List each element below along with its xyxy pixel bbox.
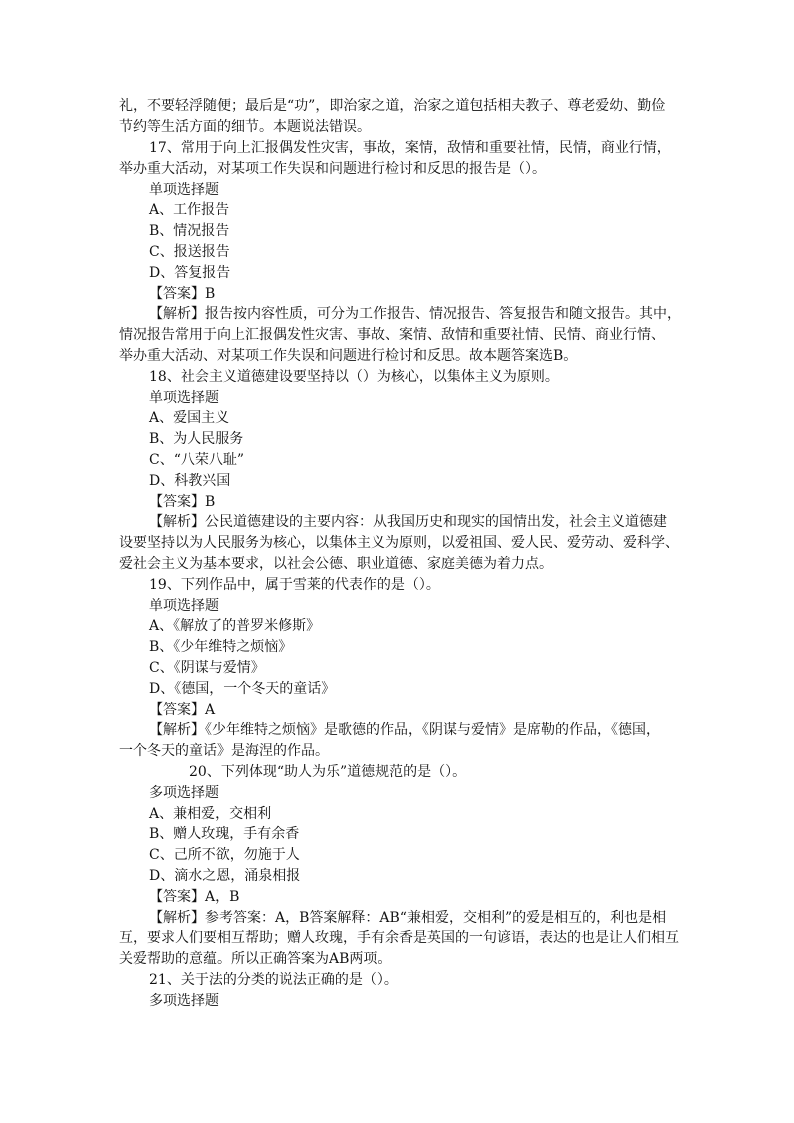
answer-line: 【答案】B	[149, 494, 216, 510]
option-d: D、科教兴国	[149, 473, 231, 489]
text-line: 一个冬天的童话》是海涅的作品。	[119, 743, 329, 759]
question-18-stem: 18、社会主义道德建设要坚持以（）为核心，以集体主义为原则。	[149, 369, 559, 385]
option-c: C、《阴谋与爱情》	[149, 660, 265, 676]
analysis-line: 【解析】参考答案：A，B答案解释：AB“兼相爱，交相利”的爱是相互的，利也是相	[149, 910, 667, 926]
question-type: 多项选择题	[149, 785, 219, 801]
analysis-line: 【解析】报告按内容性质，可分为工作报告、情况报告、答复报告和随文报告。其中，	[149, 306, 681, 322]
option-b: B、为人民服务	[149, 431, 244, 447]
option-a: A、爱国主义	[149, 410, 230, 426]
question-type: 单项选择题	[149, 390, 219, 406]
text-line: 礼，不要轻浮随便；最后是“功”，即治家之道，治家之道包括相夫教子、尊老爱幼、勤俭	[119, 98, 666, 114]
analysis-line: 【解析】公民道德建设的主要内容：从我国历史和现实的国情出发，社会主义道德建	[149, 514, 667, 530]
option-a: A、工作报告	[149, 202, 230, 218]
analysis-line: 【解析】《少年维特之烦恼》是歌德的作品，《阴谋与爱情》是席勒的作品，《德国，	[149, 722, 660, 738]
option-b: B、情况报告	[149, 223, 230, 239]
question-21-stem: 21、关于法的分类的说法正确的是（）。	[149, 972, 398, 988]
question-type: 多项选择题	[149, 993, 219, 1009]
text-line: 关爱帮助的意蕴。所以正确答案为AB两项。	[119, 951, 392, 967]
option-c: C、己所不欲，勿施于人	[149, 847, 300, 863]
text-line: 举办重大活动，对某项工作失误和问题进行检讨和反思的报告是（）。	[119, 161, 546, 177]
question-20-stem: 20、下列体现“助人为乐”道德规范的是（）。	[189, 764, 467, 780]
option-c: C、“八荣八耻”	[149, 452, 245, 468]
question-type: 单项选择题	[149, 598, 219, 614]
text-line: 举办重大活动、对某项工作失误和问题进行检讨和反思。故本题答案选B。	[119, 348, 578, 364]
option-a: A、《解放了的普罗米修斯》	[149, 618, 321, 634]
option-b: B、赠人玫瑰，手有余香	[149, 826, 300, 842]
option-d: D、《德国，一个冬天的童话》	[149, 681, 336, 697]
option-a: A、兼相爱，交相利	[149, 806, 272, 822]
option-d: D、答复报告	[149, 265, 231, 281]
text-line: 爱社会主义为基本要求，以社会公德、职业道德、家庭美德为着力点。	[119, 556, 553, 572]
answer-line: 【答案】A，B	[149, 889, 240, 905]
answer-line: 【答案】B	[149, 286, 216, 302]
option-d: D、滴水之恩，涌泉相报	[149, 868, 301, 884]
text-line: 节约等生活方面的细节。本题说法错误。	[119, 119, 371, 135]
question-type: 单项选择题	[149, 182, 219, 198]
text-line: 情况报告常用于向上汇报偶发性灾害、事故、案情、敌情和重要社情、民情、商业行情、	[119, 327, 665, 343]
question-19-stem: 19、下列作品中，属于雪莱的代表作的是（）。	[149, 577, 440, 593]
question-17-stem: 17、常用于向上汇报偶发性灾害，事故，案情，敌情和重要社情，民情，商业行情，	[149, 140, 671, 156]
option-b: B、《少年维特之烦恼》	[149, 639, 293, 655]
text-line: 互，要求人们要相互帮助；赠人玫瑰，手有余香是英国的一句谚语，表达的也是让人们相互	[119, 930, 679, 946]
text-line: 设要坚持以为人民服务为核心，以集体主义为原则，以爱祖国、爱人民、爱劳动、爱科学、	[119, 535, 679, 551]
answer-line: 【答案】A	[149, 702, 216, 718]
option-c: C、报送报告	[149, 244, 230, 260]
